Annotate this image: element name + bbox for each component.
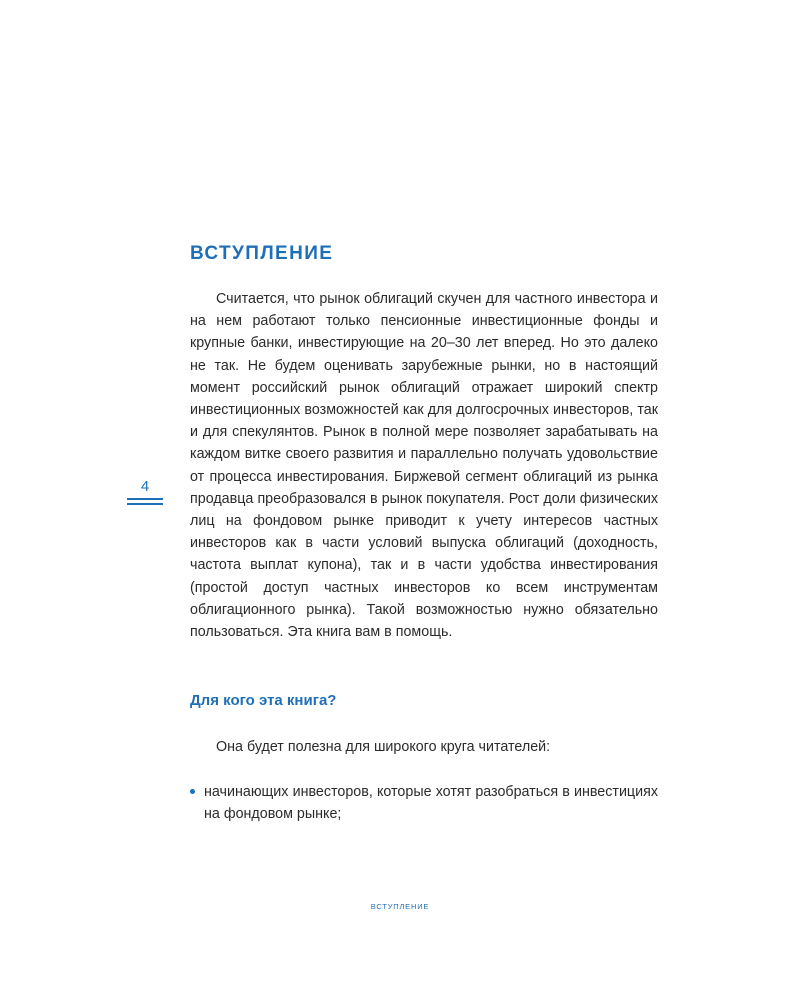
- list-item: [190, 781, 658, 825]
- chapter-title: ВСТУПЛЕНИЕ: [190, 243, 334, 264]
- body-paragraph: Считается, что рынок облигаций скучен для частного инвестора и на нем работают только пенсионные инвестиционные фонды и крупные банки, инвестирующие на 20–30 лет вперед. Но это далеко не так. Не будем оценивать зарубежные рынки, но в настоящий момент российский рынок облигаций отражает широкий спектр инвестиционных возможностей как для долгосрочных инвесторов, так и для спекулянтов. Рынок в полной мере позволяет зарабатывать на каждом витке своего развития и параллельно получать удовольствие от процесса инвестирования. Биржевой сегмент облигаций из рынка продавца преобразовался в рынок покупателя. Рост доли физических лиц на фондовом рынке приводит к учету интересов частных инвесторов как в части условий выпуска облигаций (доходность, частота выплат купона), так и в части удобства инвестирования (простой доступ частных инвесторов ко всем инструментам облигационного рынка). Такой возможностью нужно обязательно пользоваться. Эта книга вам в помощь.: [190, 291, 658, 641]
- page-number-marker: [127, 478, 163, 495]
- bullet-icon: [190, 789, 195, 794]
- page-number: 4: [140, 478, 150, 495]
- body-text: [190, 288, 658, 643]
- list-item-text: начинающих инвесторов, которые хотят разобраться в инвестициях на фондовом рынке;: [204, 784, 658, 823]
- section-heading: Для кого эта книга?: [190, 692, 337, 709]
- bullet-list: [190, 781, 658, 825]
- section-intro: Она будет полезна для широкого круга читателей:: [216, 739, 551, 755]
- page-number-rule: [127, 503, 163, 505]
- running-footer: ВСТУПЛЕНИЕ: [370, 902, 430, 911]
- page-number-rules: [127, 498, 163, 508]
- page-number-rule: [127, 498, 163, 500]
